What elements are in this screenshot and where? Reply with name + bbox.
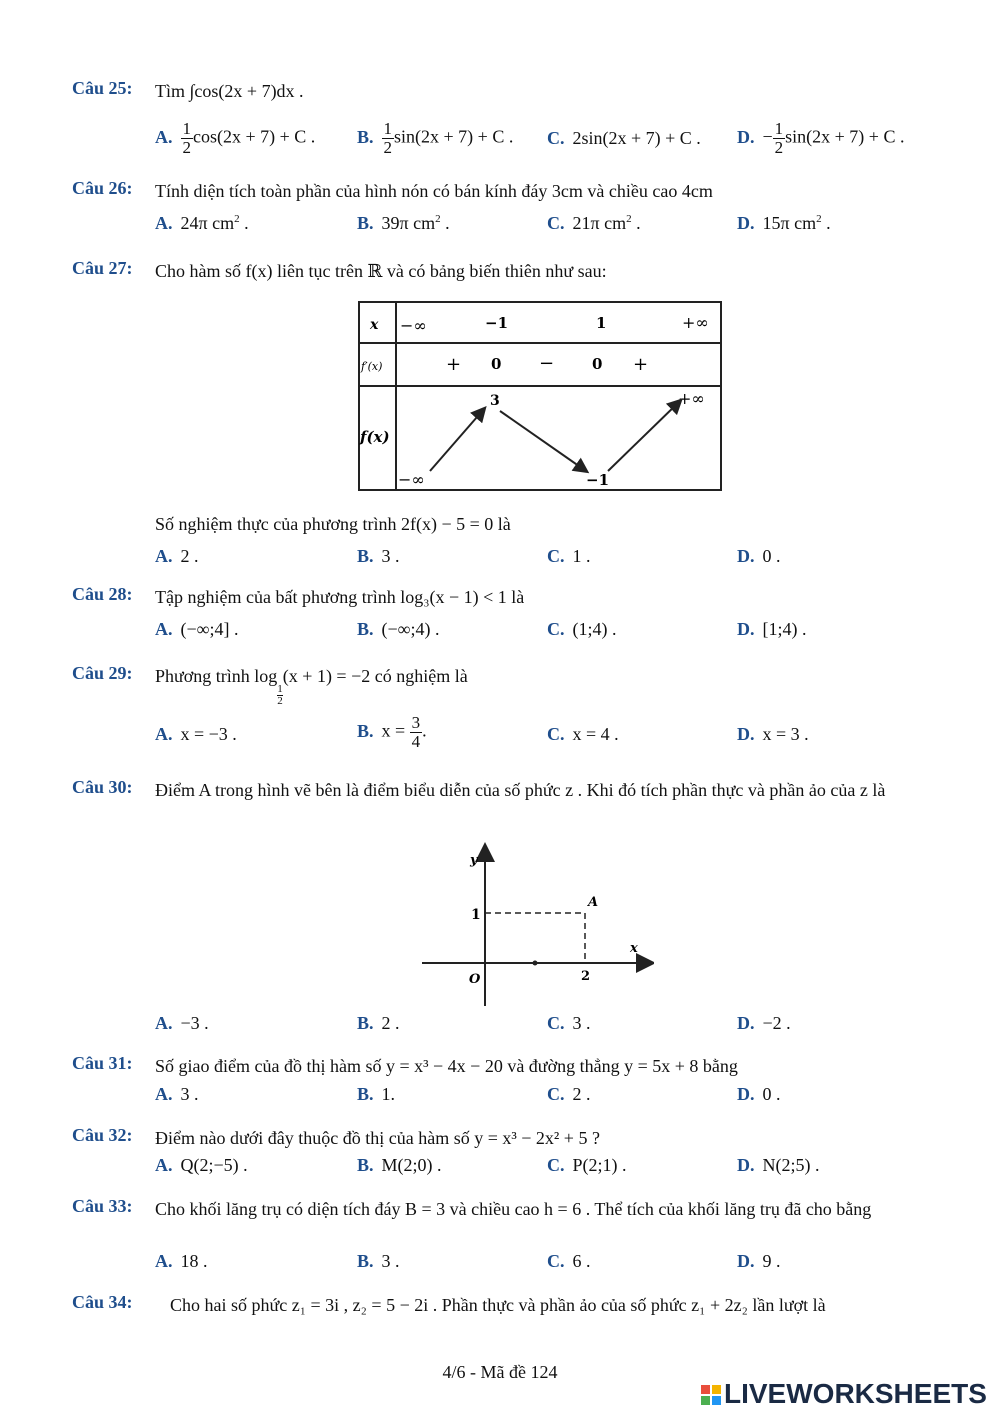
- question-text: Số giao điểm của đồ thị hàm số y = x³ − 4x − 20 và đường thẳng y = 5x + 8 bằng: [155, 1056, 738, 1076]
- liveworksheets-icon: [700, 1384, 722, 1406]
- option-d[interactable]: D. [1;4) .: [737, 619, 807, 639]
- question-label: Câu 32:: [72, 1125, 133, 1145]
- option-a[interactable]: A. 18 .: [155, 1251, 208, 1271]
- option-c[interactable]: C. 6 .: [547, 1251, 591, 1271]
- option-c[interactable]: C. 1 .: [547, 546, 591, 566]
- option-a[interactable]: A. 3 .: [155, 1084, 199, 1104]
- option-b[interactable]: B. (−∞;4) .: [357, 619, 440, 639]
- option-b[interactable]: B. 3 .: [357, 1251, 400, 1271]
- question-label: Câu 27:: [72, 258, 133, 278]
- x-value: 1: [596, 314, 607, 332]
- tick-y-label: 1: [471, 907, 481, 923]
- question-label: Câu 30:: [72, 777, 133, 797]
- variation-table: [358, 301, 722, 491]
- option-a[interactable]: A. Q(2;−5) .: [155, 1155, 248, 1175]
- options-26: [155, 213, 940, 243]
- question-text: Tính diện tích toàn phần của hình nón có bán kính đáy 3cm và chiều cao 4cm: [155, 181, 713, 201]
- arrow-up: [608, 401, 680, 471]
- option-c[interactable]: C. 3 .: [547, 1013, 591, 1033]
- x-value: −1: [485, 314, 509, 332]
- f-start: −∞: [398, 470, 425, 489]
- tick-dot: [533, 961, 538, 966]
- option-a[interactable]: A. −3 .: [155, 1013, 209, 1033]
- question-text: Tập nghiệm của bất phương trình log₃(x − 1) < 1 là: [155, 587, 525, 607]
- x-value: −∞: [400, 316, 427, 335]
- page-footer: 4/6 - Mã đề 124: [442, 1362, 558, 1382]
- question-label: Câu 33:: [72, 1196, 133, 1216]
- option-b[interactable]: B. x = $\frac{3}{4}$ .: [357, 713, 427, 751]
- tick-x-label: 2: [581, 969, 591, 984]
- deriv-sign: −: [539, 353, 555, 374]
- option-c[interactable]: C. 2 .: [547, 1084, 591, 1104]
- option-d[interactable]: D. N(2;5) .: [737, 1155, 820, 1175]
- row-label-x: x: [370, 317, 379, 333]
- option-b[interactable]: B. 1.: [357, 1084, 396, 1104]
- option-c[interactable]: C. P(2;1) .: [547, 1155, 627, 1175]
- row-label-fprime: f′(x): [361, 360, 383, 373]
- question-text: Phương trình log $\frac{1}{2}$ (x + 1) = −2 có nghiệm là: [155, 666, 468, 707]
- arrow-up: [430, 409, 484, 471]
- question-text: Cho hàm số f(x) liên tục trên ℝ và có bảng biến thiên như sau:: [155, 261, 607, 281]
- option-c[interactable]: C. 2sin(2x + 7) + C .: [547, 128, 701, 148]
- options-31: [155, 1084, 940, 1114]
- deriv-sign: +: [446, 354, 462, 375]
- question-text: Cho khối lăng trụ có diện tích đáy B = 3 và chiều cao h = 6 . Thể tích của khối lăng trụ đã cho bằng: [155, 1199, 872, 1219]
- watermark-logo: [700, 1378, 987, 1410]
- option-b[interactable]: B. $\frac{1}{2}$ sin(2x + 7) + C .: [357, 119, 514, 157]
- origin-label: O: [469, 972, 481, 987]
- question-label: Câu 28:: [72, 584, 133, 604]
- option-a[interactable]: A. 2 .: [155, 546, 199, 566]
- question-text: Điểm A trong hình vẽ bên là điểm biểu diễn của số phức z . Khi đó tích phần thực và phần ảo của z là: [155, 780, 886, 800]
- options-29: [155, 714, 940, 758]
- row-label-f: f(x): [360, 428, 390, 446]
- question-label: Câu 26:: [72, 178, 133, 198]
- x-label: x: [630, 941, 638, 956]
- option-a[interactable]: A. (−∞;4] .: [155, 619, 239, 639]
- f-min: −1: [586, 471, 610, 489]
- options-32: [155, 1155, 940, 1185]
- option-a[interactable]: A. x = −3 .: [155, 724, 237, 744]
- x-value: +∞: [682, 313, 709, 332]
- option-a[interactable]: A. $\frac{1}{2}$ cos(2x + 7) + C .: [155, 119, 316, 157]
- option-d[interactable]: D. x = 3 .: [737, 724, 809, 744]
- watermark-text: LIVEWORKSHEETS: [724, 1378, 987, 1409]
- option-a[interactable]: A. 24π $cm^2$ .: [155, 213, 249, 233]
- option-d[interactable]: D. − $\frac{1}{2}$ sin(2x + 7) + C .: [737, 119, 905, 157]
- option-c[interactable]: C. x = 4 .: [547, 724, 619, 744]
- f-max: 3: [490, 393, 500, 409]
- options-27: [155, 546, 940, 576]
- option-c[interactable]: C. (1;4) .: [547, 619, 617, 639]
- option-b[interactable]: B. M(2;0) .: [357, 1155, 442, 1175]
- option-d[interactable]: D. 9 .: [737, 1251, 781, 1271]
- question-label: Câu 31:: [72, 1053, 133, 1073]
- point-label: A: [588, 895, 599, 910]
- option-d[interactable]: D. 15π $cm^2$ .: [737, 213, 831, 233]
- f-end: +∞: [678, 389, 705, 408]
- option-d[interactable]: D. 0 .: [737, 1084, 781, 1104]
- option-d[interactable]: D. 0 .: [737, 546, 781, 566]
- question-text: Cho hai số phức z₁ = 3i , z₂ = 5 − 2i . Phần thực và phần ảo của số phức z₁ + 2z₂ lần lượt là: [170, 1295, 826, 1315]
- question-label: Câu 29:: [72, 663, 133, 683]
- question-label: Câu 34:: [72, 1292, 133, 1312]
- option-b[interactable]: B. 39π $cm^2$ .: [357, 213, 450, 233]
- deriv-zero: 0: [491, 355, 502, 373]
- options-30: [155, 1013, 940, 1043]
- option-c[interactable]: C. 21π $cm^2$ .: [547, 213, 641, 233]
- options-33: [155, 1251, 940, 1281]
- question-prompt: Số nghiệm thực của phương trình 2f(x) − 5 = 0 là: [155, 514, 511, 534]
- deriv-sign: +: [633, 354, 649, 375]
- arrow-down: [500, 411, 586, 471]
- options-25: [155, 120, 940, 164]
- options-28: [155, 619, 940, 649]
- y-label: y: [470, 853, 478, 868]
- option-b[interactable]: B. 3 .: [357, 546, 400, 566]
- question-label: Câu 25:: [72, 78, 133, 98]
- question-text: Tìm ∫cos(2x + 7)dx .: [155, 81, 304, 101]
- complex-plane-figure: [418, 842, 654, 1010]
- option-d[interactable]: D. −2 .: [737, 1013, 791, 1033]
- question-text: Điểm nào dưới đây thuộc đồ thị của hàm số y = x³ − 2x² + 5 ?: [155, 1128, 600, 1148]
- deriv-zero: 0: [592, 355, 603, 373]
- option-b[interactable]: B. 2 .: [357, 1013, 400, 1033]
